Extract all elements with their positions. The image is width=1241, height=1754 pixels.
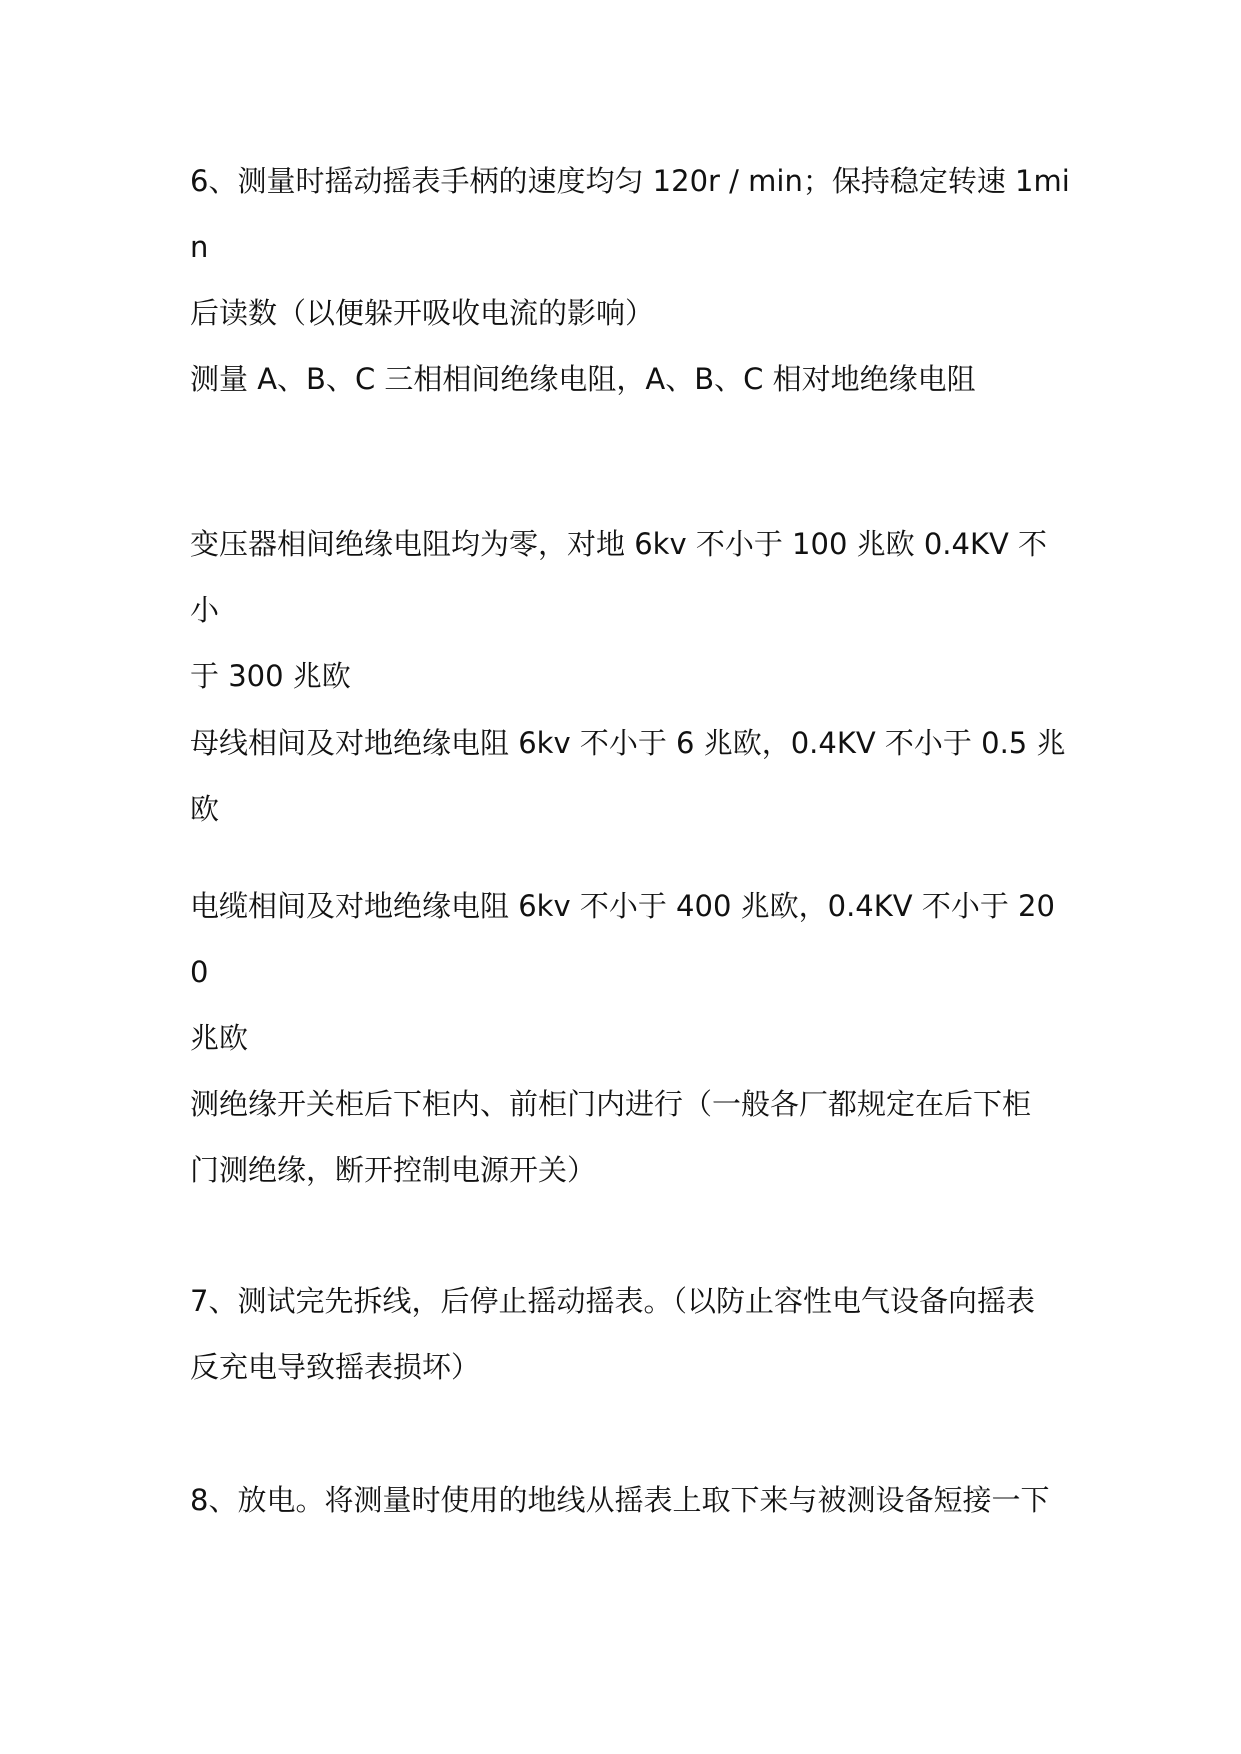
paragraph-step-7: 7、测试完先拆线，后停止摇动摇表。（以防止容性电气设备向摇表 反充电导致摇表损坏）	[190, 1284, 1035, 1384]
paragraph-cable-insulation: 电缆相间及对地绝缘电阻 6kv 不小于 400 兆欧，0.4KV 不小于 200 兆欧	[190, 889, 1055, 1055]
paragraph-step-8: 8、放电。将测量时使用的地线从摇表上取下来与被测设备短接一下	[190, 1483, 1050, 1517]
paragraph-measure-phases: 测量 A、B、C 三相相间绝缘电阻，A、B、C 相对地绝缘电阻	[190, 362, 976, 396]
paragraph-switchgear-test: 测绝缘开关柜后下柜内、前柜门内进行（一般各厂都规定在后下柜 门测绝缘，断开控制电源开关）	[190, 1087, 1032, 1187]
paragraph-busbar-insulation: 母线相间及对地绝缘电阻 6kv 不小于 6 兆欧，0.4KV 不小于 0.5 兆欧	[190, 726, 1066, 826]
paragraph-transformer-insulation: 变压器相间绝缘电阻均为零，对地 6kv 不小于 100 兆欧 0.4KV 不小 于 300 兆欧	[190, 527, 1048, 693]
paragraph-step-6: 6、测量时摇动摇表手柄的速度均匀 120r / min；保持稳定转速 1min 后读数（以便躲开吸收电流的影响）	[190, 164, 1070, 330]
